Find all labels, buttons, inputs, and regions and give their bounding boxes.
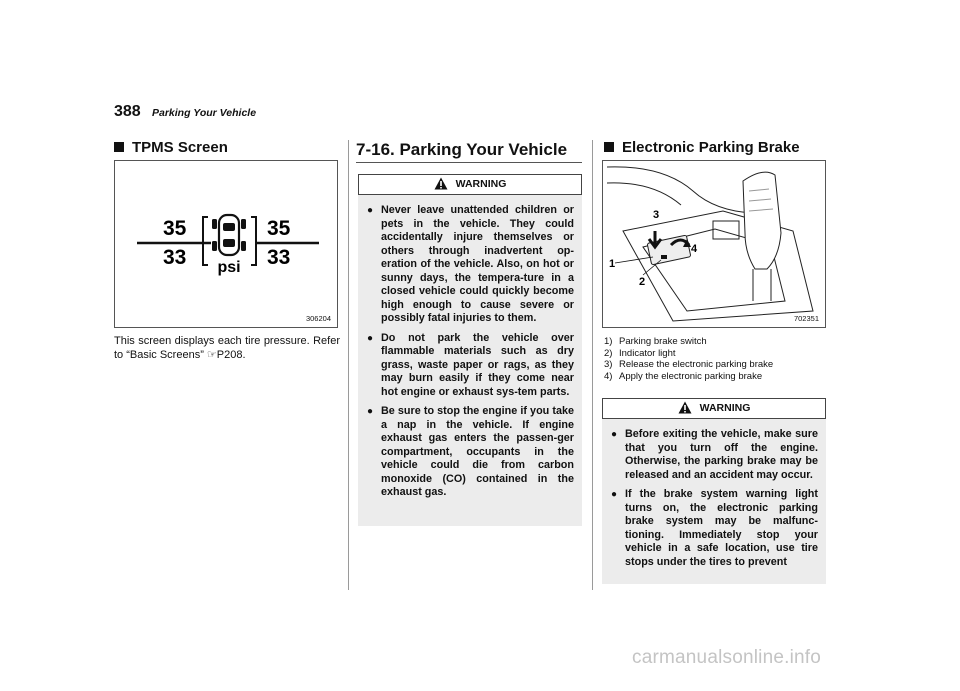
bullet-icon: ●: [367, 332, 374, 344]
warning-box-1: [358, 174, 582, 526]
callout-3: 3: [653, 209, 660, 221]
bullet-icon: ●: [611, 429, 618, 440]
callout-2: 2: [639, 276, 646, 288]
page-number: 388: [114, 103, 141, 120]
page-header: [114, 103, 826, 121]
legend-item: 1) Parking brake switch: [604, 336, 707, 347]
warning-list: [610, 428, 818, 575]
pressure-unit: psi: [217, 259, 241, 276]
column-divider: [348, 140, 349, 590]
watermark: carmanualsonline.info: [632, 647, 822, 668]
warning-triangle-icon: [434, 177, 448, 190]
front-right-pressure: 35: [267, 217, 291, 240]
tpms-heading: TPMS Screen: [114, 139, 228, 157]
running-title: Parking Your Vehicle: [152, 107, 257, 119]
rear-right-pressure: 33: [267, 246, 291, 269]
warning-list: [366, 204, 574, 506]
bullet-icon: ●: [611, 489, 618, 500]
column-divider: [592, 140, 593, 590]
warning-triangle-icon: [678, 401, 692, 414]
epb-console-illustration: [603, 161, 825, 327]
warning-label: WARNING: [358, 174, 582, 195]
tpms-body-text: This screen displays each tire pressure. Refer to “Basic Screens” ☞P208.: [114, 335, 340, 361]
warning-item: ● Be sure to stop the engine if you take a nap in the vehicle. If engine exhaust gas enters the passen-ger compartment, occupants in the vehicle could die from carbon monoxide (CO) contained in the exhaust gas.: [367, 405, 574, 498]
front-left-pressure: 35: [163, 217, 187, 240]
legend-item: 3) Release the electronic parking brake: [604, 359, 774, 371]
warning-label: WARNING: [602, 398, 826, 419]
warning-item: ● Never leave unattended children or pets in the vehicle. They could accidentally injure themselves or others through inadvertent op-eration of the vehicle. Also, on hot or sunny days, the tempera-ture in a closed vehicle could quickly become high enough to cause severe or possibly fatal injuries to them.: [367, 204, 574, 324]
epb-figure: [602, 160, 826, 328]
tpms-figure: [114, 160, 338, 328]
epb-heading: Electronic Parking Brake: [604, 139, 800, 157]
section-square-icon: [114, 142, 124, 152]
epb-legend: [604, 336, 826, 382]
callout-1: 1: [609, 258, 616, 270]
legend-item: 2) Indicator light: [604, 347, 676, 359]
bullet-icon: ●: [367, 406, 374, 417]
warning-item: ● If the brake system warning light turns on, the electronic parking brake system may be malfunc-tioning. Immediately stop your vehicle in a safe location, use tire stops under the tires to prevent: [611, 488, 818, 568]
tpms-display-illustration: [115, 161, 337, 327]
car-outline-icon: [219, 215, 239, 255]
chapter-heading: 7-16. Parking Your Vehicle: [356, 140, 582, 163]
bullet-icon: ●: [367, 205, 374, 216]
legend-item: 4) Apply the electronic parking brake: [604, 370, 763, 382]
figure-id: 702351: [793, 314, 819, 323]
warning-item: ● Do not park the vehicle over flammable materials such as dry grass, waste paper or rags, as they may burn easily if they come near hot engine or exhaust sys-tem parts.: [367, 331, 574, 398]
section-square-icon: [604, 142, 614, 152]
rear-left-pressure: 33: [163, 246, 187, 269]
warning-box-2: [602, 398, 826, 584]
callout-4: 4: [691, 243, 698, 255]
warning-item: ● Before exiting the vehicle, make sure that you turn off the engine. Otherwise, the parking brake may be released and an accident may occur.: [611, 428, 818, 481]
figure-id: 306204: [305, 314, 331, 323]
